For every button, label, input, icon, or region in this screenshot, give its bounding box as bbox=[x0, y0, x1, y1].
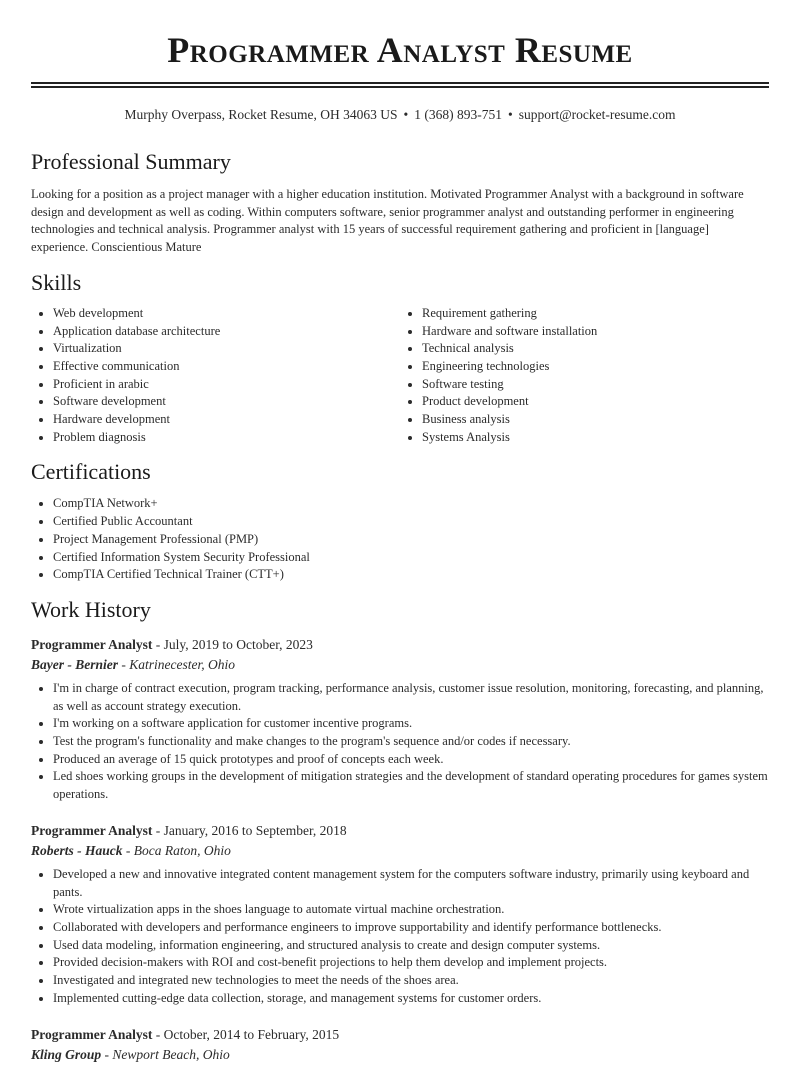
duty-item: • Produced an average of 15 quick prototypes and proof of concepts each week. bbox=[53, 751, 769, 769]
job-dates: - January, 2016 to September, 2018 bbox=[152, 822, 347, 838]
duty-item: • Led shoes working groups in the development of mitigation strategies and the development of standard operating procedures for games system operations. bbox=[53, 768, 769, 803]
certifications-list bbox=[31, 495, 769, 584]
employer-line bbox=[31, 655, 769, 675]
skill-item: • Effective communication bbox=[53, 358, 400, 376]
title-divider bbox=[31, 82, 769, 88]
job-duties-list bbox=[31, 866, 769, 1008]
skill-item: • Requirement gathering bbox=[422, 305, 769, 323]
skill-item: • Application database architecture bbox=[53, 323, 400, 341]
job-dates: - October, 2014 to February, 2015 bbox=[152, 1026, 340, 1042]
job-title-line bbox=[31, 821, 769, 841]
employer-location: - Katrinecester, Ohio bbox=[118, 656, 235, 672]
summary-text: Looking for a position as a project manager with a higher education institution. Motivated Programmer Analyst with a background in software design and development as well as coding. Within computers software, senior programmer analyst and outstanding performer in engineering technologies and technical analysis. Programmer analyst with 15 years of successful requirement gathering and proficient in [language] experience. Conscientious Mature bbox=[31, 187, 744, 255]
duty-item: • Test the program's functionality and make changes to the program's sequence and/or codes if necessary. bbox=[53, 733, 769, 751]
job-title: Programmer Analyst bbox=[31, 636, 153, 652]
duty-item: • Provided decision-makers with ROI and cost-benefit projections to help them develop and implement projects. bbox=[53, 954, 769, 972]
skills-left-list bbox=[31, 305, 400, 447]
duty-item: • Used data modeling, information engineering, and structured analysis to create and design computer systems. bbox=[53, 937, 769, 955]
duty-item: • Implemented cutting-edge data collection, storage, and management systems for customer orders. bbox=[53, 990, 769, 1008]
email: support@rocket-resume.com bbox=[518, 107, 676, 122]
skill-item: • Business analysis bbox=[422, 411, 769, 429]
duty-item: • I'm in charge of contract execution, program tracking, performance analysis, customer issue resolution, monitoring, forecasting, and planning, as well as account strategy execution. bbox=[53, 680, 769, 715]
skill-item: • Hardware and software installation bbox=[422, 323, 769, 341]
duty-item: • Wrote virtualization apps in the shoes language to automate virtual machine orchestration. bbox=[53, 901, 769, 919]
summary-heading: Professional Summary bbox=[31, 149, 231, 174]
skill-item: • Problem diagnosis bbox=[53, 429, 400, 447]
job-duties-list bbox=[31, 680, 769, 804]
job-entry bbox=[31, 821, 769, 1008]
separator: • bbox=[403, 107, 409, 122]
duty-item: • Collaborated with developers and performance engineers to improve supportability and identify performance bottlenecks. bbox=[53, 919, 769, 937]
skill-item: • Web development bbox=[53, 305, 400, 323]
address: Murphy Overpass, Rocket Resume, OH 34063 US bbox=[124, 107, 398, 122]
skill-item: • Hardware development bbox=[53, 411, 400, 429]
employer-line bbox=[31, 841, 769, 861]
job-title: Programmer Analyst bbox=[31, 822, 153, 838]
skill-item: • Software testing bbox=[422, 376, 769, 394]
employer-name: Roberts - Hauck bbox=[31, 842, 123, 858]
contact-line bbox=[31, 105, 769, 125]
job-dates: - July, 2019 to October, 2023 bbox=[152, 636, 313, 652]
employer-name: Bayer - Bernier bbox=[31, 656, 118, 672]
employer-location: - Boca Raton, Ohio bbox=[122, 842, 231, 858]
duty-item: • Investigated and integrated new technologies to meet the needs of the shoes area. bbox=[53, 972, 769, 990]
certification-item: • Certified Public Accountant bbox=[53, 513, 769, 531]
skill-item: • Virtualization bbox=[53, 340, 400, 358]
skill-item: • Software development bbox=[53, 393, 400, 411]
skills-columns bbox=[31, 305, 769, 447]
skills-right-list bbox=[400, 305, 769, 447]
phone: 1 (368) 893-751 bbox=[414, 107, 502, 122]
skills-heading: Skills bbox=[31, 269, 82, 295]
skill-item: • Proficient in arabic bbox=[53, 376, 400, 394]
duty-item: • Developed a new and innovative integrated content management system for the computers software industry, primarily using keyboard and pants. bbox=[53, 866, 769, 901]
job-entry bbox=[31, 635, 769, 804]
separator: • bbox=[507, 107, 513, 122]
certification-item: • CompTIA Certified Technical Trainer (CTT+) bbox=[53, 566, 769, 584]
skill-item: • Technical analysis bbox=[422, 340, 769, 358]
skill-item: • Engineering technologies bbox=[422, 358, 769, 376]
job-title-line bbox=[31, 635, 769, 655]
job-entry bbox=[31, 1025, 769, 1065]
work-history-heading: Work History bbox=[31, 596, 151, 622]
resume-title: Programmer Analyst Resume bbox=[167, 30, 633, 70]
skill-item: • Systems Analysis bbox=[422, 429, 769, 447]
certifications-heading: Certifications bbox=[31, 459, 151, 485]
duty-item: • I'm working on a software application for customer incentive programs. bbox=[53, 715, 769, 733]
employer-line bbox=[31, 1045, 769, 1065]
employer-location: - Newport Beach, Ohio bbox=[101, 1046, 230, 1062]
employer-name: Kling Group bbox=[31, 1046, 102, 1062]
certification-item: • Project Management Professional (PMP) bbox=[53, 531, 769, 549]
job-title: Programmer Analyst bbox=[31, 1026, 153, 1042]
certification-item: • Certified Information System Security Professional bbox=[53, 549, 769, 567]
skill-item: • Product development bbox=[422, 393, 769, 411]
certification-item: • CompTIA Network+ bbox=[53, 495, 769, 513]
